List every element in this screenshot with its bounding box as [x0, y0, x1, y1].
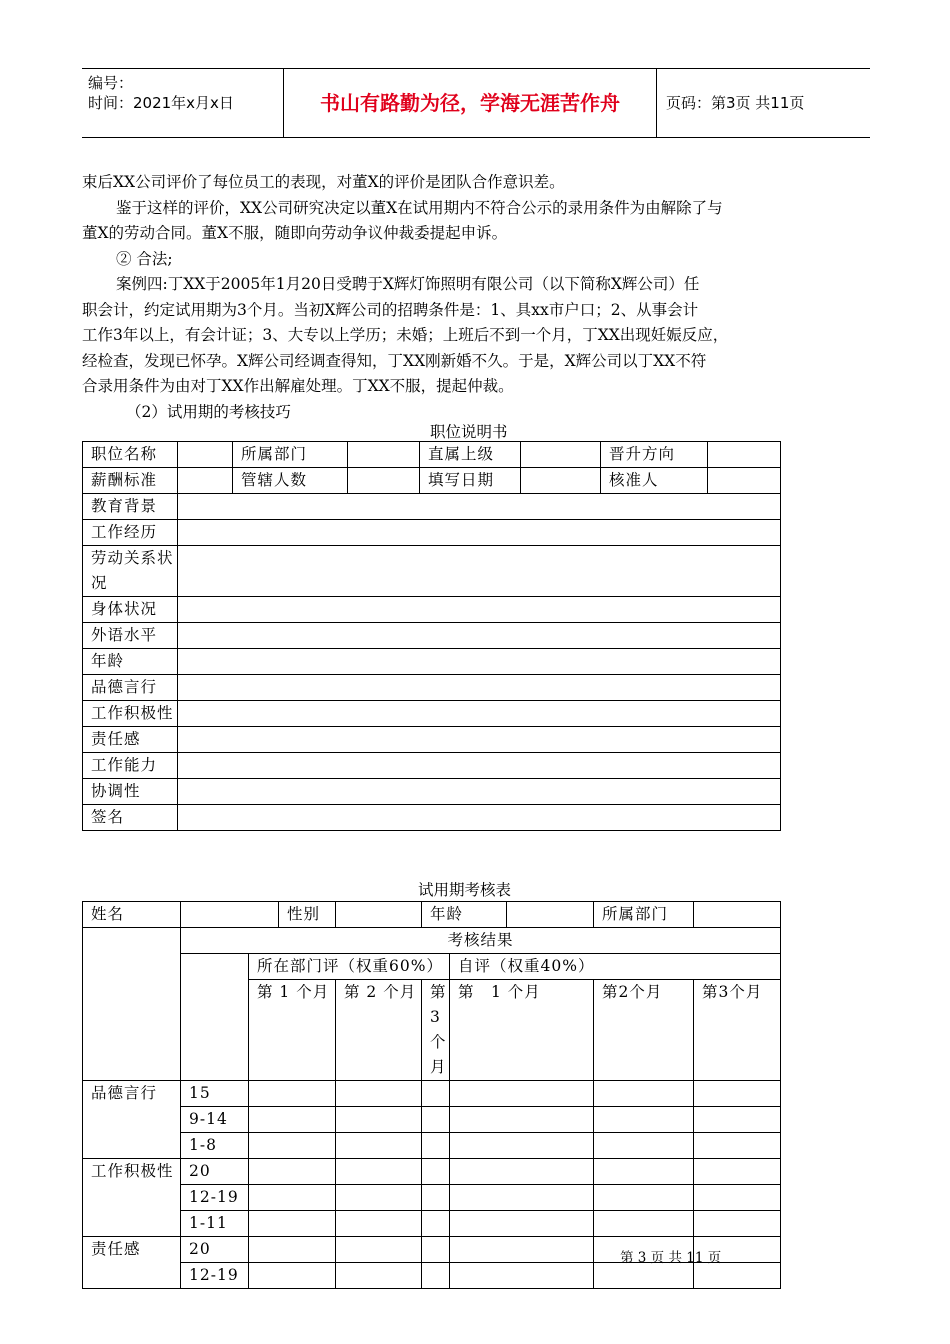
cell-label: 姓名: [83, 902, 181, 928]
body-line: 案例四:丁XX于2005年1月20日受聘于X辉灯饰照明有限公司（以下简称X辉公司）任: [116, 275, 700, 293]
table-row: [83, 1133, 781, 1159]
score-range: 1-11: [181, 1211, 249, 1237]
body-line: ② 合法;: [116, 250, 173, 268]
cell-label: 直属上级: [420, 442, 521, 468]
table-row: [83, 753, 781, 779]
cell-label: 职位名称: [83, 442, 178, 468]
table-row: [83, 1107, 781, 1133]
header-page-info: 页码：第3页 共11页: [666, 94, 805, 112]
page-footer: 第 3 页 共 11 页: [620, 1250, 722, 1266]
header-divider: [656, 69, 657, 137]
cell-label: 所属部门: [594, 902, 694, 928]
table-row: [83, 902, 781, 928]
row-label: 劳动关系状况: [83, 546, 178, 597]
criterion-label: 工作积极性: [83, 1159, 181, 1237]
self-eval-label: 自评（权重40%）: [450, 954, 781, 980]
row-label: 工作经历: [83, 520, 178, 546]
table-row: [83, 1159, 781, 1185]
table-row: [83, 546, 781, 597]
month-header: 第3个月: [694, 980, 781, 1081]
cell-label: 性别: [279, 902, 336, 928]
body-line: 经检查，发现已怀孕。X辉公司经调查得知，丁XX刚新婚不久。于是，X辉公司以丁XX不符: [82, 352, 707, 370]
job-description-table: [82, 441, 781, 831]
cell-label: 年龄: [422, 902, 507, 928]
cell-label: 薪酬标准: [83, 468, 178, 494]
month-header: 第 3 个月: [422, 980, 450, 1081]
cell-label: 晋升方向: [601, 442, 708, 468]
header-motto: 书山有路勤为径，学海无涯苦作舟: [320, 91, 620, 115]
score-range: 12-19: [181, 1263, 249, 1289]
table-row: [83, 597, 781, 623]
cell-label: 核准人: [601, 468, 708, 494]
table-row: [83, 1185, 781, 1211]
row-label: 身体状况: [83, 597, 178, 623]
number-label: 编号：: [88, 74, 134, 92]
criterion-label: 品德言行: [83, 1081, 181, 1159]
table-row: [83, 675, 781, 701]
table-row: [83, 928, 781, 954]
table-row: [83, 649, 781, 675]
month-header: 第 1 个月: [249, 980, 336, 1081]
row-label: 教育背景: [83, 494, 178, 520]
table-row: [83, 805, 781, 831]
table-row: [83, 1211, 781, 1237]
dept-eval-label: 所在部门评（权重60%）: [249, 954, 450, 980]
score-range: 20: [181, 1159, 249, 1185]
row-label: 签名: [83, 805, 178, 831]
score-range: 15: [181, 1081, 249, 1107]
table-row: [83, 1263, 781, 1289]
score-range: 9-14: [181, 1107, 249, 1133]
criterion-label: 责任感: [83, 1237, 181, 1289]
job-table-title: 职位说明书: [430, 423, 508, 441]
table-row: [83, 468, 781, 494]
row-label: 年龄: [83, 649, 178, 675]
table-row: [83, 701, 781, 727]
month-header: 第 2 个月: [336, 980, 422, 1081]
eval-table-title: 试用期考核表: [418, 881, 512, 899]
date-label: 时间：2021年x月x日: [88, 94, 234, 112]
page-header: [82, 68, 870, 138]
header-meta: [88, 73, 234, 113]
body-line: 束后XX公司评价了每位员工的表现，对董X的评价是团队合作意识差。: [82, 173, 565, 191]
body-line: 职会计，约定试用期为3个月。当初X辉公司的招聘条件是：1、具xx市户口；2、从事会计: [82, 301, 699, 319]
table-row: [83, 954, 781, 980]
table-row: [83, 779, 781, 805]
body-line: 董X的劳动合同。董X不服，随即向劳动争议仲裁委提起申诉。: [82, 224, 508, 242]
table-row: [83, 520, 781, 546]
month-header: 第2个月: [594, 980, 694, 1081]
table-row: [83, 494, 781, 520]
row-label: 责任感: [83, 727, 178, 753]
cell-label: 管辖人数: [233, 468, 348, 494]
cell-label: 填写日期: [420, 468, 521, 494]
score-range: 12-19: [181, 1185, 249, 1211]
table-row: [83, 442, 781, 468]
row-label: 协调性: [83, 779, 178, 805]
score-range: 20: [181, 1237, 249, 1263]
body-line: 工作3年以上，有会计证；3、大专以上学历；未婚；上班后不到一个月，丁XX出现妊娠反应，: [82, 326, 729, 344]
row-label: 品德言行: [83, 675, 178, 701]
score-range: 1-8: [181, 1133, 249, 1159]
probation-evaluation-table: [82, 901, 781, 1289]
result-label: 考核结果: [181, 928, 781, 954]
table-row: [83, 1081, 781, 1107]
section-heading: （2）试用期的考核技巧: [126, 403, 291, 421]
body-line: 合录用条件为由对丁XX作出解雇处理。丁XX不服，提起仲裁。: [82, 377, 514, 395]
row-label: 外语水平: [83, 623, 178, 649]
row-label: 工作积极性: [83, 701, 178, 727]
row-label: 工作能力: [83, 753, 178, 779]
cell-label: 所属部门: [233, 442, 348, 468]
body-line: 鉴于这样的评价，XX公司研究决定以董X在试用期内不符合公示的录用条件为由解除了与: [116, 199, 723, 217]
table-row: [83, 623, 781, 649]
table-row: [83, 727, 781, 753]
month-header: 第 1 个月: [450, 980, 594, 1081]
